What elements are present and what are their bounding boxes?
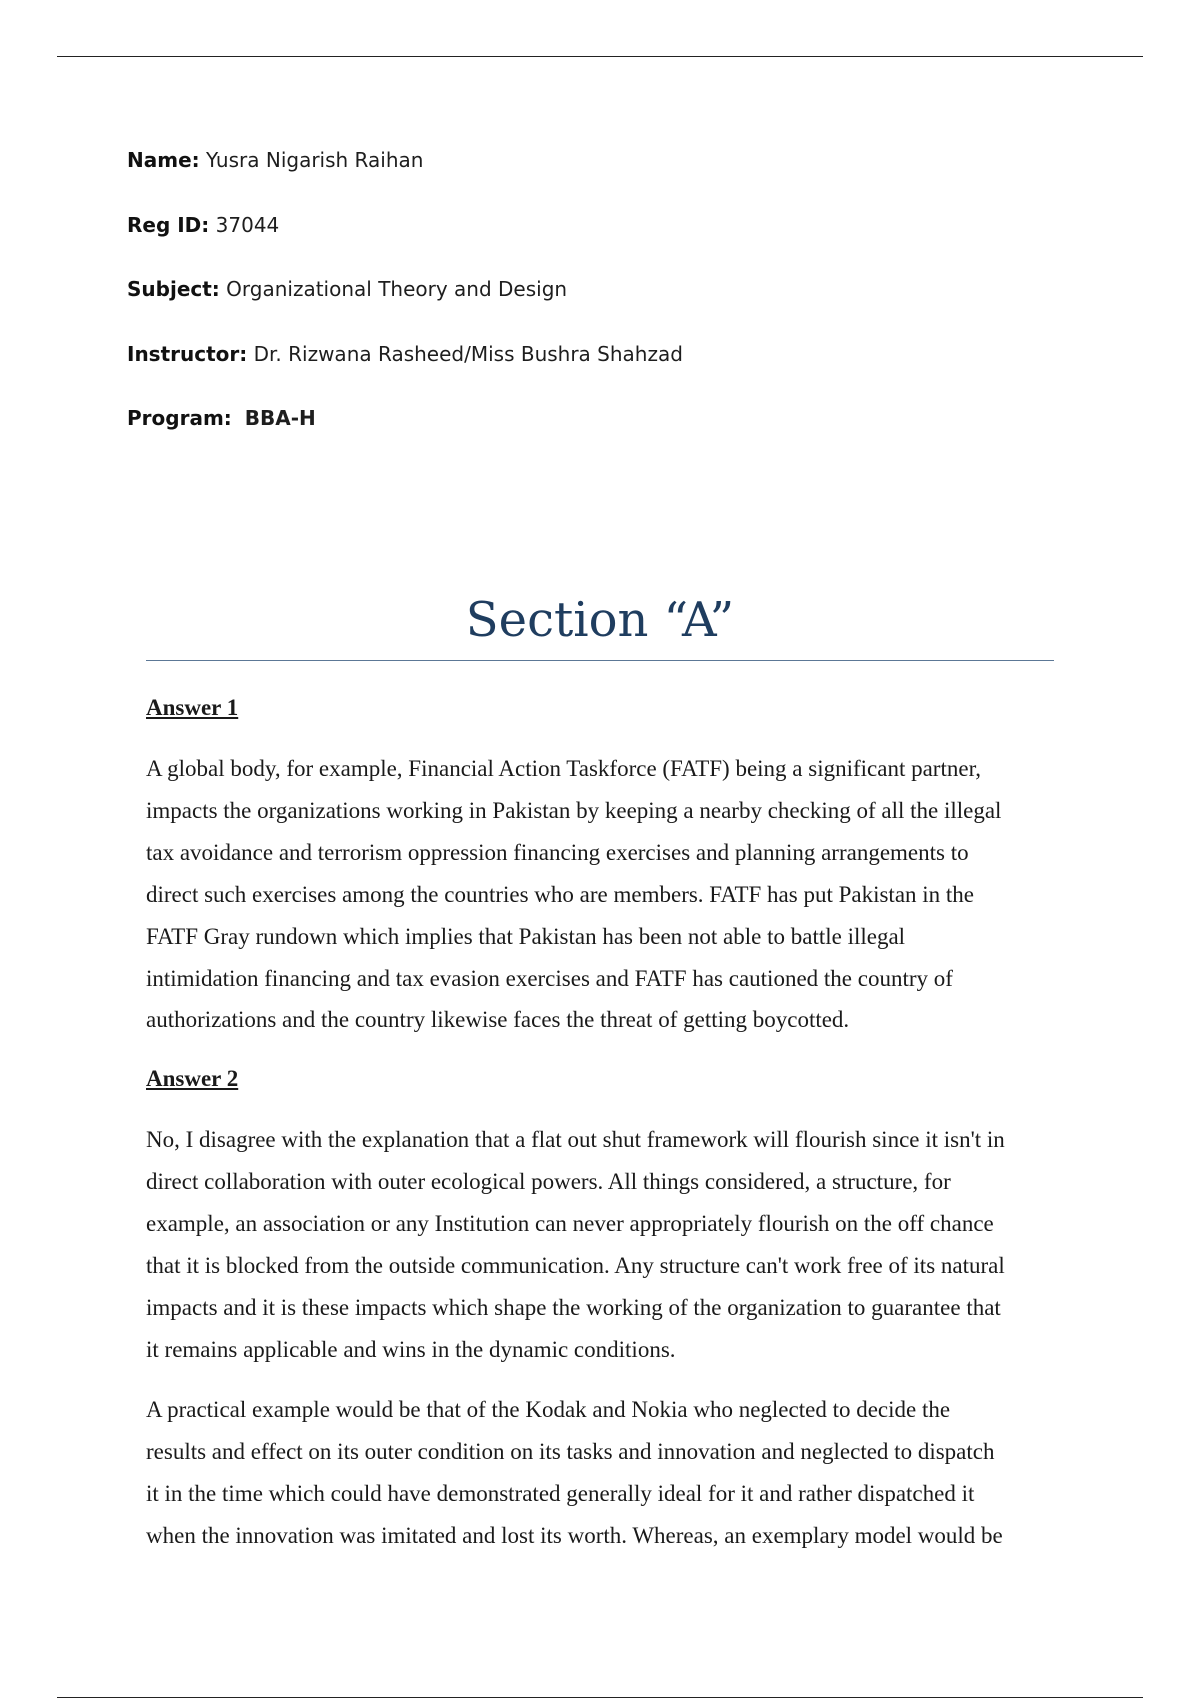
paragraph-line: A practical example would be that of the Kodak and Nokia who neglected to decide the <box>146 1396 951 1422</box>
paragraph-line: authorizations and the country likewise faces the threat of getting boycotted. <box>146 1007 850 1033</box>
paragraph-line: impacts and it is these impacts which shape the working of the organization to guarantee that <box>146 1294 1001 1320</box>
instructor-value: Dr. Rizwana Rasheed/Miss Bushra Shahzad <box>253 341 683 366</box>
paragraph-line: FATF Gray rundown which implies that Pakistan has been not able to battle illegal <box>146 923 906 949</box>
name-line <box>127 146 683 211</box>
student-info-block <box>127 146 683 469</box>
answer-2-paragraph-1 <box>146 1119 1056 1370</box>
paragraph-line: that it is blocked from the outside communication. Any structure can't work free of its natural <box>146 1253 1005 1279</box>
bottom-rule <box>57 1697 1143 1698</box>
subject-value: Organizational Theory and Design <box>226 277 568 301</box>
paragraph-line: it in the time which could have demonstrated generally ideal for it and rather dispatched it <box>146 1480 975 1506</box>
paragraph-line: tax avoidance and terrorism oppression financing exercises and planning arrangements to <box>146 839 969 865</box>
answer-1-paragraph-1 <box>146 748 1056 1041</box>
paragraph-line: direct such exercises among the countries who are members. FATF has put Pakistan in the <box>146 881 975 907</box>
reg-id-label: Reg ID: <box>127 212 210 237</box>
paragraph-line: A global body, for example, Financial Action Taskforce (FATF) being a significant partner, <box>146 756 982 781</box>
paragraph-line: it remains applicable and wins in the dynamic conditions. <box>146 1336 676 1362</box>
reg-id-line <box>127 211 683 276</box>
section-title: Section “A” <box>465 592 735 648</box>
paragraph-line: example, an association or any Institution can never appropriately flourish on the off chance <box>146 1211 994 1237</box>
reg-id-value: 37044 <box>215 212 280 237</box>
paragraph-line: direct collaboration with outer ecological powers. All things considered, a structure, for <box>146 1169 951 1195</box>
paragraph-line: intimidation financing and tax evasion exercises and FATF has cautioned the country of <box>146 965 953 991</box>
answer-2-heading: Answer 2 <box>146 1066 239 1092</box>
subject-line <box>127 275 683 340</box>
name-label: Name: <box>127 148 200 172</box>
answer-1-heading: Answer 1 <box>146 695 239 720</box>
paragraph-line: impacts the organizations working in Pakistan by keeping a nearby checking of all the illegal <box>146 797 1002 823</box>
top-rule <box>57 56 1143 57</box>
section-title-rule <box>146 660 1054 661</box>
answers-body <box>146 688 1056 1574</box>
paragraph-line: when the innovation was imitated and lost its worth. Whereas, an exemplary model would be <box>146 1522 1003 1548</box>
subject-label: Subject: <box>127 277 220 301</box>
answer-2-paragraph-2 <box>146 1389 1056 1557</box>
program-label: Program: <box>127 406 232 430</box>
paragraph-line: No, I disagree with the explanation that a flat out shut framework will flourish since it isn't in <box>146 1127 1005 1153</box>
instructor-line <box>127 340 683 405</box>
instructor-label: Instructor: <box>127 341 248 366</box>
paragraph-line: results and effect on its outer condition on its tasks and innovation and neglected to dispatch <box>146 1438 995 1464</box>
program-line <box>127 404 683 469</box>
program-value: BBA-H <box>244 406 316 430</box>
name-value: Yusra Nigarish Raihan <box>206 148 424 172</box>
